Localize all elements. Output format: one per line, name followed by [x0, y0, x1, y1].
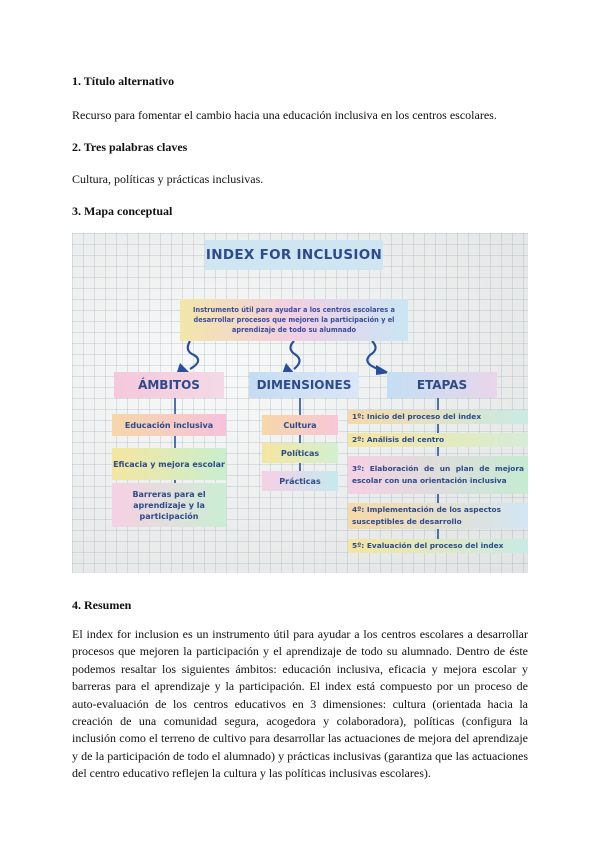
category-dimensiones: DIMENSIONES: [249, 372, 359, 398]
map-description-box: Instrumento útil para ayudar a los centros escolares a desarrollar procesos que mejoren la participación y el aprendizaje de todo su alumnado: [180, 299, 408, 341]
etapa-item: 3º: Elaboración de un plan de mejora escolar con una orientación inclusiva: [348, 456, 528, 494]
summary-paragraph: El index for inclusion es un instrumento útil para ayudar a los centros escolares a desarrollar procesos que mejoren la participación y el aprendizaje de todo su alumnado. Dentro de éste podemos resaltar los siguientes ámbitos: educación inclusiva, eficacia y mejora escolar y barreras para el aprendizaje y la participación. El index está compuesto por un proceso de auto-evaluación de los centros educativos en 3 dimensiones: cultura (orientada hacia la creación de una comunidad segura, acogedora y colaboradora), políticas (configura la inclusión como el terreno de cultivo para desarrollar las actuaciones de mejora del aprendizaje y de la participación de todo el alumnado) y prácticas inclusivas (garantiza que las actuaciones del centro educativo reflejen la cultura y las políticas inclusivas escolares).: [72, 627, 528, 781]
dimension-item: Cultura: [262, 415, 338, 435]
heading-concept-map: 3. Mapa conceptual: [72, 204, 173, 218]
category-etapas: ETAPAS: [387, 372, 497, 398]
heading-alt-title: 1. Título alternativo: [72, 74, 175, 88]
etapa-item: 2º: Análisis del centro: [348, 433, 528, 447]
heading-summary: 4. Resumen: [72, 598, 132, 612]
ambito-item: Eficacia y mejora escolar: [112, 448, 226, 480]
keywords-text: Cultura, políticas y prácticas inclusivas.: [72, 172, 264, 186]
dimension-item: Prácticas: [262, 471, 338, 491]
map-title-box: INDEX FOR INCLUSION: [205, 240, 383, 270]
heading-keywords: 2. Tres palabras claves: [72, 140, 188, 154]
concept-map-image: [72, 233, 528, 573]
category-ambitos: ÁMBITOS: [114, 372, 224, 398]
dimension-item: Políticas: [262, 443, 338, 463]
etapa-item: 1º: Inicio del proceso del index: [348, 410, 528, 424]
ambito-item: Barreras para el aprendizaje y la participación: [112, 483, 226, 527]
etapa-item: 5º: Evaluación del proceso del index: [348, 539, 528, 553]
ambito-item: Educación inclusiva: [112, 414, 226, 436]
alt-title-text: Recurso para fomentar el cambio hacia una educación inclusiva en los centros escolares.: [72, 108, 497, 122]
etapa-item: 4º: Implementación de los aspectos susceptibles de desarrollo: [348, 503, 528, 529]
